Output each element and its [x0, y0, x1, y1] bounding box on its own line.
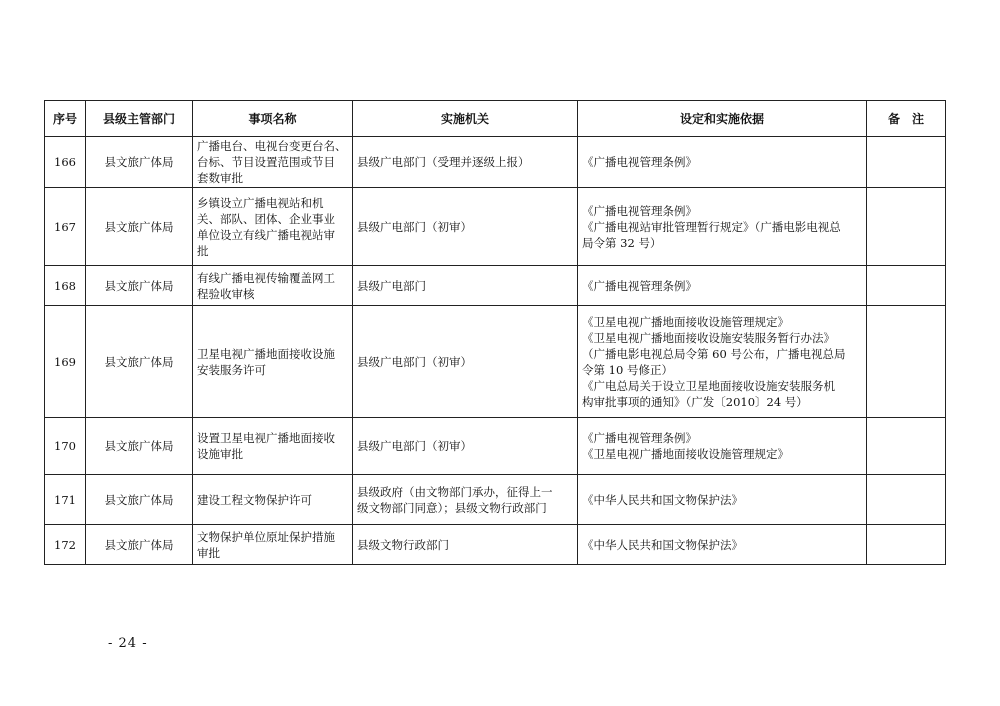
- cell-implementing-agency: [353, 266, 578, 306]
- cell-item-name-line: 审批: [197, 545, 220, 560]
- page-number: - 24 -: [108, 636, 148, 651]
- cell-item-name: [193, 137, 353, 188]
- header-implementing-agency: 实施机关: [353, 101, 578, 137]
- cell-implementing-agency-line: 级文物部门同意）；县级文物行政部门: [357, 500, 547, 515]
- cell-implementing-agency-line: 县级广电部门: [357, 278, 426, 293]
- cell-legal-basis-line: 局令第 32 号）: [582, 235, 662, 250]
- cell-department: 县文旅广体局: [86, 266, 193, 306]
- cell-implementing-agency-line: 县级政府（由文物部门承办，征得上一: [357, 484, 553, 499]
- header-department: 县级主管部门: [86, 101, 193, 137]
- cell-item-name-line: 关、部队、团体、企业事业: [197, 211, 335, 226]
- cell-remarks: [867, 188, 946, 266]
- cell-remarks: [867, 137, 946, 188]
- cell-serial-number: 169: [45, 306, 86, 418]
- cell-department: 县文旅广体局: [86, 525, 193, 565]
- cell-legal-basis-line: 《卫星电视广播地面接收设施管理规定》: [582, 447, 789, 461]
- cell-legal-basis-line: 《广播电视管理条例》: [582, 431, 697, 445]
- cell-legal-basis: [578, 188, 867, 266]
- cell-legal-basis: [578, 525, 867, 565]
- cell-implementing-agency: [353, 475, 578, 525]
- cell-legal-basis-line: 《中华人民共和国文物保护法》: [582, 537, 743, 552]
- cell-legal-basis-line: 《广播电视管理条例》: [582, 203, 697, 218]
- cell-implementing-agency: [353, 137, 578, 188]
- table-header-row: [45, 101, 946, 137]
- cell-item-name-line: 单位设立有线广播电视站审: [197, 227, 335, 242]
- cell-remarks: [867, 266, 946, 306]
- cell-serial-number: 166: [45, 137, 86, 188]
- cell-implementing-agency-line: 县级广电部门（初审）: [357, 219, 472, 234]
- cell-item-name: [193, 475, 353, 525]
- cell-implementing-agency: [353, 525, 578, 565]
- cell-legal-basis-line: 《广电总局关于设立卫星地面接收设施安装服务机: [582, 378, 835, 393]
- cell-legal-basis-line: （广播电影电视总局令第 60 号公布，广播电视总局: [582, 346, 846, 361]
- cell-legal-basis-line: 令第 10 号修正）: [582, 362, 673, 377]
- cell-legal-basis: [578, 418, 867, 475]
- cell-item-name: [193, 525, 353, 565]
- cell-implementing-agency-line: 县级广电部门（初审）: [357, 439, 472, 453]
- cell-legal-basis-line: 《卫星电视广播地面接收设施管理规定》: [582, 314, 789, 329]
- cell-item-name-line: 文物保护单位原址保护措施: [197, 529, 335, 544]
- cell-serial-number: 167: [45, 188, 86, 266]
- table-row: [45, 266, 946, 306]
- cell-item-name-line: 批: [197, 243, 209, 258]
- cell-item-name: [193, 266, 353, 306]
- cell-remarks: [867, 418, 946, 475]
- cell-department: 县文旅广体局: [86, 306, 193, 418]
- header-legal-basis: 设定和实施依据: [578, 101, 867, 137]
- cell-item-name-line: 广播电台、电视台变更台名、: [197, 139, 347, 153]
- table-row: [45, 525, 946, 565]
- cell-implementing-agency: [353, 418, 578, 475]
- cell-legal-basis-line: 《广播电视站审批管理暂行规定》（广播电影电视总: [582, 219, 841, 234]
- cell-legal-basis-line: 《中华人民共和国文物保护法》: [582, 492, 743, 507]
- cell-remarks: [867, 306, 946, 418]
- cell-item-name-line: 乡镇设立广播电视站和机: [197, 195, 324, 210]
- cell-legal-basis: [578, 266, 867, 306]
- cell-item-name-line: 安装服务许可: [197, 362, 266, 377]
- cell-item-name: [193, 418, 353, 475]
- table-row: [45, 137, 946, 188]
- header-serial-number: 序号: [45, 101, 86, 137]
- cell-item-name-line: 台标、节目设置范围或节目: [197, 155, 335, 169]
- header-item-name: 事项名称: [193, 101, 353, 137]
- cell-legal-basis: [578, 475, 867, 525]
- cell-implementing-agency-line: 县级文物行政部门: [357, 537, 449, 552]
- cell-department: 县文旅广体局: [86, 137, 193, 188]
- cell-item-name: [193, 306, 353, 418]
- cell-serial-number: 171: [45, 475, 86, 525]
- cell-legal-basis: [578, 137, 867, 188]
- cell-legal-basis: [578, 306, 867, 418]
- cell-item-name-line: 程验收审核: [197, 286, 255, 301]
- table-row: [45, 418, 946, 475]
- cell-item-name-line: 套数审批: [197, 171, 243, 185]
- cell-item-name-line: 卫星电视广播地面接收设施: [197, 346, 335, 361]
- table-row: [45, 306, 946, 418]
- cell-implementing-agency: [353, 306, 578, 418]
- table-row: [45, 188, 946, 266]
- cell-legal-basis-line: 《广播电视管理条例》: [582, 278, 697, 293]
- cell-serial-number: 168: [45, 266, 86, 306]
- header-remarks: 备 注: [867, 101, 946, 137]
- cell-remarks: [867, 525, 946, 565]
- cell-legal-basis-line: 《卫星电视广播地面接收设施安装服务暂行办法》: [582, 330, 835, 345]
- cell-item-name-line: 有线广播电视传输覆盖网工: [197, 270, 335, 285]
- cell-serial-number: 170: [45, 418, 86, 475]
- cell-item-name-line: 建设工程文物保护许可: [197, 492, 312, 507]
- cell-department: 县文旅广体局: [86, 475, 193, 525]
- cell-implementing-agency: [353, 188, 578, 266]
- cell-legal-basis-line: 构审批事项的通知》（广发〔2010〕24 号）: [582, 394, 808, 409]
- cell-department: 县文旅广体局: [86, 418, 193, 475]
- table-row: [45, 475, 946, 525]
- cell-item-name-line: 设置卫星电视广播地面接收: [197, 431, 335, 445]
- cell-item-name: [193, 188, 353, 266]
- cell-serial-number: 172: [45, 525, 86, 565]
- cell-department: 县文旅广体局: [86, 188, 193, 266]
- cell-implementing-agency-line: 县级广电部门（受理并逐级上报）: [357, 155, 530, 169]
- approval-items-table: [44, 100, 946, 565]
- cell-remarks: [867, 475, 946, 525]
- cell-implementing-agency-line: 县级广电部门（初审）: [357, 354, 472, 369]
- cell-legal-basis-line: 《广播电视管理条例》: [582, 155, 697, 169]
- cell-item-name-line: 设施审批: [197, 447, 243, 461]
